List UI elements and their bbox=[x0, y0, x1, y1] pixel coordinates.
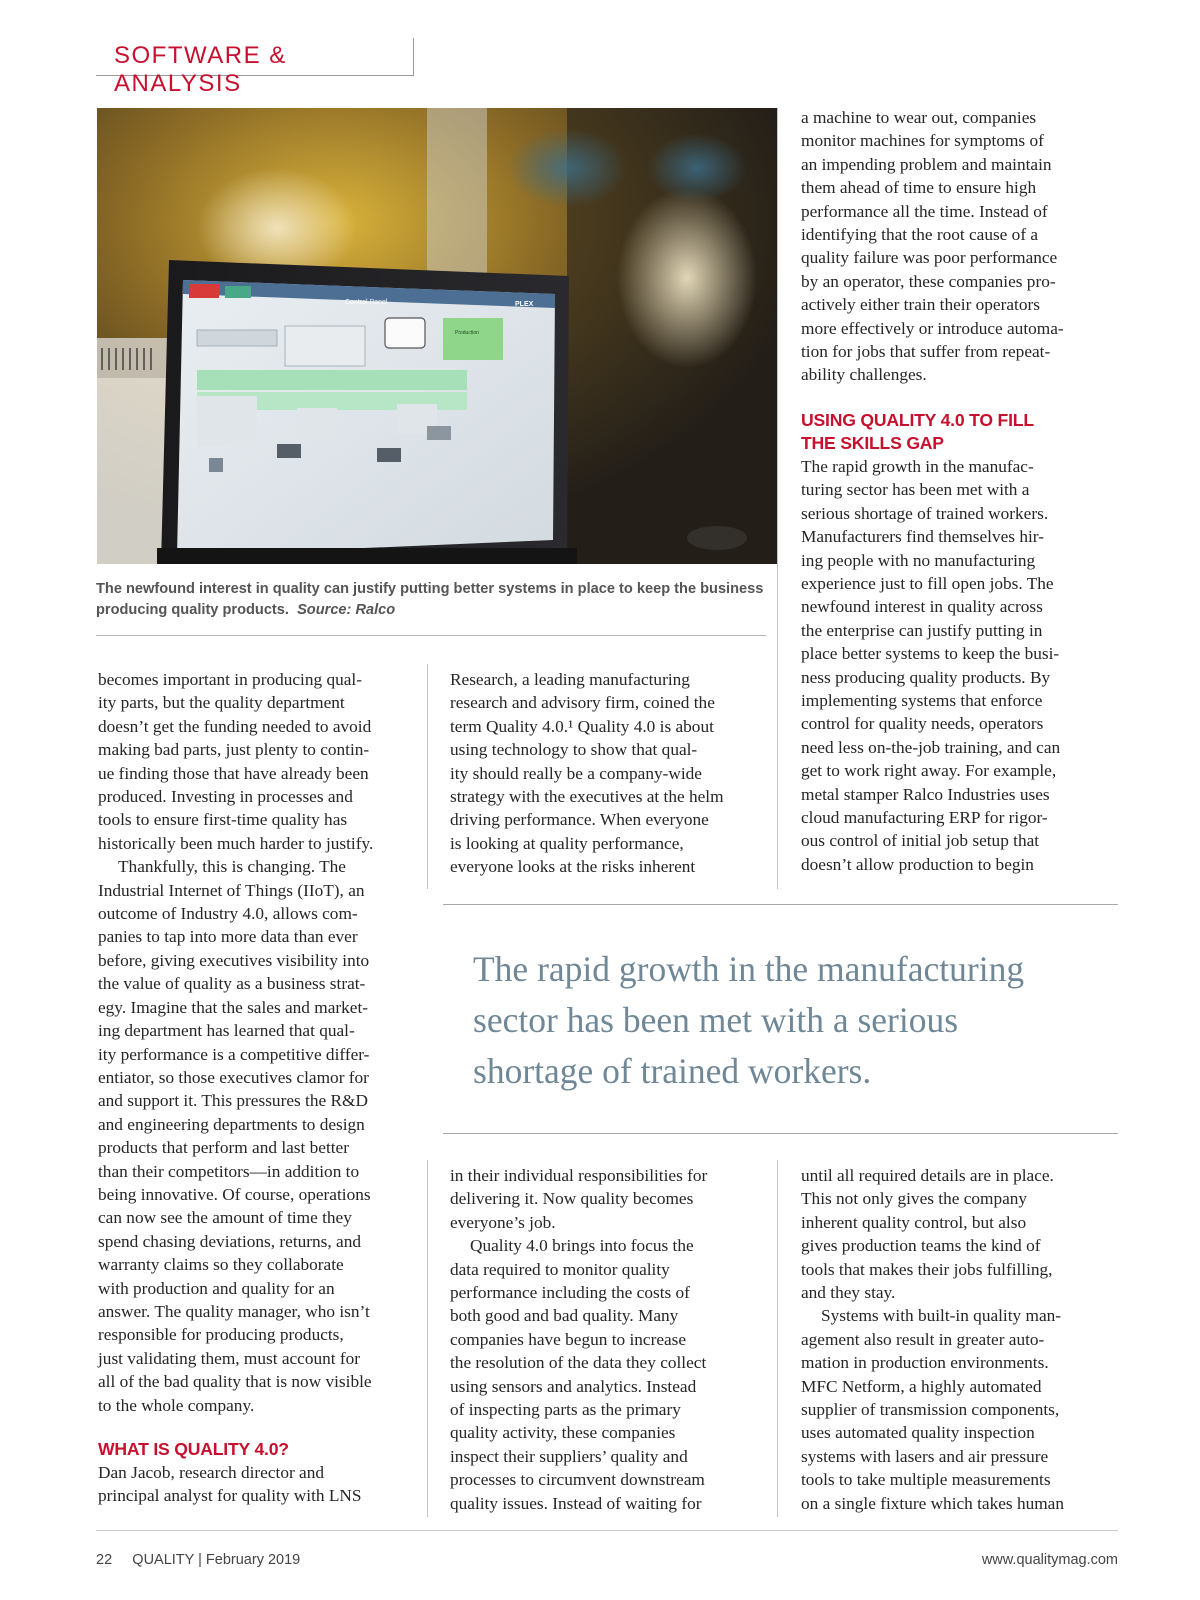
article-photo bbox=[97, 108, 778, 564]
text-line: using sensors and analytics. Instead bbox=[450, 1376, 697, 1396]
text-line: Dan Jacob, research director and bbox=[98, 1463, 324, 1482]
section-header bbox=[96, 38, 414, 97]
text-line: cloud manufacturing ERP for rigor- bbox=[801, 807, 1048, 827]
caption-divider bbox=[96, 635, 766, 636]
text-line: ing department has learned that qual- bbox=[98, 1021, 355, 1041]
text-line: everyone looks at the risks inherent bbox=[450, 857, 696, 877]
pull-quote-line: sector has been met with a serious bbox=[473, 1000, 959, 1040]
footer-website[interactable] bbox=[982, 1552, 1118, 1568]
text-line: Quality 4.0 brings into focus the bbox=[470, 1236, 694, 1256]
text-line: Research, a leading manufacturing bbox=[450, 670, 690, 689]
page-number: 22 bbox=[96, 1552, 113, 1568]
text-line: strategy with the executives at the helm bbox=[450, 787, 724, 807]
text-line: term Quality 4.0.¹ Quality 4.0 is about bbox=[450, 716, 714, 736]
text-line: Manufacturers find themselves hir- bbox=[801, 527, 1044, 547]
text-line: turing sector has been met with a bbox=[801, 480, 1030, 500]
text-line: outcome of Industry 4.0, allows com- bbox=[98, 904, 358, 924]
website-link[interactable]: www.qualitymag.com bbox=[981, 1552, 1118, 1568]
text-line: metal stamper Ralco Industries uses bbox=[801, 784, 1050, 804]
pull-quote-top-rule bbox=[443, 904, 1118, 905]
text-line: agement also result in greater auto- bbox=[801, 1329, 1045, 1349]
text-line: doesn’t get the funding needed to avoid bbox=[98, 716, 372, 736]
text-line: companies have begun to increase bbox=[450, 1329, 687, 1349]
text-line: by an operator, these companies pro- bbox=[801, 271, 1056, 291]
text-line: until all required details are in place. bbox=[801, 1166, 1054, 1185]
text-line: them ahead of time to ensure high bbox=[801, 178, 1037, 198]
magazine-name: QUALITY bbox=[132, 1552, 195, 1568]
middle-column-top bbox=[450, 668, 770, 879]
text-line: processes to circumvent downstream bbox=[450, 1470, 705, 1490]
text-line: ous control of initial job setup that bbox=[801, 831, 1040, 851]
text-line: is looking at quality performance, bbox=[450, 833, 684, 853]
text-line: to the whole company. bbox=[98, 1395, 255, 1415]
text-line: than their competitors—in addition to bbox=[98, 1161, 360, 1181]
text-line: Thankfully, this is changing. The bbox=[118, 857, 346, 877]
text-line: monitor machines for symptoms of bbox=[801, 131, 1044, 151]
text-line: mation in production environments. bbox=[801, 1353, 1049, 1373]
right-column-top bbox=[801, 106, 1121, 876]
text-line: need less on-the-job training, and can bbox=[801, 737, 1061, 757]
text-line: everyone’s job. bbox=[450, 1212, 556, 1232]
footer-separator: | bbox=[198, 1552, 202, 1568]
text-line: ue finding those that have already been bbox=[98, 763, 369, 783]
text-line: Systems with built-in quality man- bbox=[821, 1306, 1062, 1326]
text-line: and engineering departments to design bbox=[98, 1114, 365, 1134]
text-line: supplier of transmission components, bbox=[801, 1400, 1060, 1420]
text-line: tools to take multiple measurements bbox=[801, 1470, 1051, 1490]
text-line: The rapid growth in the manufac- bbox=[801, 456, 1034, 476]
text-line: spend chasing deviations, returns, and bbox=[98, 1231, 361, 1251]
text-line: on a single fixture which takes human bbox=[801, 1493, 1064, 1513]
screen-title: Control Panel bbox=[345, 299, 388, 306]
screen-production-button: Production bbox=[455, 330, 479, 336]
text-line: experience just to fill open jobs. The bbox=[801, 573, 1054, 593]
footer-left bbox=[96, 1552, 300, 1568]
right-column-bottom bbox=[801, 1164, 1121, 1515]
screen-brand: PLEX bbox=[515, 301, 534, 308]
text-line: egy. Imagine that the sales and market- bbox=[98, 997, 368, 1017]
text-line: doesn’t allow production to begin bbox=[801, 854, 1034, 874]
text-line: place better systems to keep the busi- bbox=[801, 644, 1060, 664]
text-line: performance including the costs of bbox=[450, 1283, 690, 1303]
text-line: inherent quality control, but also bbox=[801, 1212, 1027, 1232]
left-column bbox=[98, 668, 428, 1508]
text-line: an impending problem and maintain bbox=[801, 154, 1052, 174]
text-line: identifying that the root cause of a bbox=[801, 225, 1039, 245]
text-line: using technology to show that qual- bbox=[450, 740, 698, 760]
text-line: both good and bad quality. Many bbox=[450, 1306, 679, 1326]
column-divider-right-top bbox=[777, 108, 778, 889]
footer-rule bbox=[96, 1530, 1118, 1531]
issue-date: February 2019 bbox=[205, 1552, 301, 1568]
text-line: inspect their suppliers’ quality and bbox=[450, 1446, 688, 1466]
text-line: MFC Netform, a highly automated bbox=[801, 1376, 1042, 1396]
text-line: panies to tap into more data than ever bbox=[98, 927, 358, 947]
text-line: serious shortage of trained workers. bbox=[801, 503, 1049, 523]
text-line: all of the bad quality that is now visible bbox=[98, 1372, 372, 1392]
text-line: products that perform and last better bbox=[98, 1138, 349, 1158]
text-line: tion for jobs that suffer from repeat- bbox=[801, 342, 1051, 362]
text-line: making bad parts, just plenty to contin- bbox=[98, 740, 370, 760]
text-line: answer. The quality manager, who isn’t bbox=[98, 1301, 370, 1321]
text-line: data required to monitor quality bbox=[450, 1259, 670, 1279]
text-line: This not only gives the company bbox=[801, 1189, 1028, 1209]
subhead-skills-gap-line2: THE SKILLS GAP bbox=[801, 432, 944, 453]
text-line: systems with lasers and air pressure bbox=[801, 1446, 1049, 1466]
text-line: in their individual responsibilities for bbox=[450, 1166, 708, 1185]
text-line: being innovative. Of course, operations bbox=[98, 1184, 371, 1204]
caption-text: The newfound interest in quality can justify putting better systems in place to keep the business producing quality products. bbox=[96, 581, 764, 618]
text-line: get to work right away. For example, bbox=[801, 761, 1057, 781]
text-line: uses automated quality inspection bbox=[801, 1423, 1035, 1443]
text-line: delivering it. Now quality becomes bbox=[450, 1189, 694, 1209]
text-line: ity should really be a company-wide bbox=[450, 763, 702, 783]
section-title: SOFTWARE & ANALYSIS bbox=[114, 42, 287, 97]
text-line: historically been much harder to justify. bbox=[98, 833, 374, 853]
text-line: the enterprise can justify putting in bbox=[801, 620, 1043, 640]
text-line: responsible for producing products, bbox=[98, 1325, 344, 1345]
text-line: ability challenges. bbox=[801, 365, 927, 385]
text-line: principal analyst for quality with LNS bbox=[98, 1486, 362, 1506]
text-line: a machine to wear out, companies bbox=[801, 108, 1037, 127]
caption-source: Source: Ralco bbox=[297, 602, 396, 618]
text-line: produced. Investing in processes and bbox=[98, 787, 353, 807]
text-line: the value of quality as a business strat- bbox=[98, 974, 366, 994]
text-line: of inspecting parts as the primary bbox=[450, 1400, 681, 1420]
text-line: quality activity, these companies bbox=[450, 1423, 676, 1443]
text-line: quality failure was poor performance bbox=[801, 248, 1058, 268]
text-line: actively either train their operators bbox=[801, 295, 1040, 315]
text-line: ness producing quality products. By bbox=[801, 667, 1051, 687]
text-line: newfound interest in quality across bbox=[801, 597, 1043, 617]
subhead-skills-gap-line1: USING QUALITY 4.0 TO FILL bbox=[801, 409, 1034, 430]
text-line: performance all the time. Instead of bbox=[801, 201, 1048, 221]
column-divider-right-bottom bbox=[777, 1160, 778, 1517]
text-line: just validating them, must account for bbox=[98, 1348, 361, 1368]
pull-quote-line: shortage of trained workers. bbox=[473, 1051, 872, 1091]
text-line: warranty claims so they collaborate bbox=[98, 1255, 344, 1275]
text-line: Industrial Internet of Things (IIoT), an bbox=[98, 880, 365, 900]
text-line: research and advisory firm, coined the bbox=[450, 693, 715, 713]
text-line: ity parts, but the quality department bbox=[98, 693, 345, 713]
text-line: implementing systems that enforce bbox=[801, 690, 1043, 710]
text-line: with production and quality for an bbox=[98, 1278, 335, 1298]
text-line: before, giving executives visibility into bbox=[98, 950, 370, 970]
text-line: the resolution of the data they collect bbox=[450, 1353, 707, 1373]
text-line: and they stay. bbox=[801, 1283, 896, 1303]
subhead-what-is-quality: WHAT IS QUALITY 4.0? bbox=[98, 1439, 289, 1459]
text-line: ing people with no manufacturing bbox=[801, 550, 1036, 570]
text-line: more effectively or introduce automa- bbox=[801, 318, 1064, 338]
text-line: tools that makes their jobs fulfilling, bbox=[801, 1259, 1053, 1279]
text-line: gives production teams the kind of bbox=[801, 1236, 1041, 1256]
pull-quote-line: The rapid growth in the manufacturing bbox=[473, 949, 1025, 989]
pull-quote-bottom-rule bbox=[443, 1133, 1118, 1134]
text-line: driving performance. When everyone bbox=[450, 810, 709, 830]
pull-quote bbox=[473, 944, 1083, 1097]
text-line: and support it. This pressures the R&D bbox=[98, 1091, 368, 1111]
middle-column-bottom bbox=[450, 1164, 770, 1515]
text-line: ity performance is a competitive differ- bbox=[98, 1044, 370, 1064]
photo-caption bbox=[96, 579, 766, 621]
text-line: tools to ensure first-time quality has bbox=[98, 810, 348, 830]
text-line: control for quality needs, operators bbox=[801, 714, 1044, 734]
text-line: becomes important in producing qual- bbox=[98, 670, 362, 689]
text-line: can now see the amount of time they bbox=[98, 1208, 352, 1228]
factory-monitor-illustration bbox=[97, 108, 778, 564]
text-line: entiator, so those executives clamor for bbox=[98, 1067, 369, 1087]
text-line: quality issues. Instead of waiting for bbox=[450, 1493, 702, 1513]
